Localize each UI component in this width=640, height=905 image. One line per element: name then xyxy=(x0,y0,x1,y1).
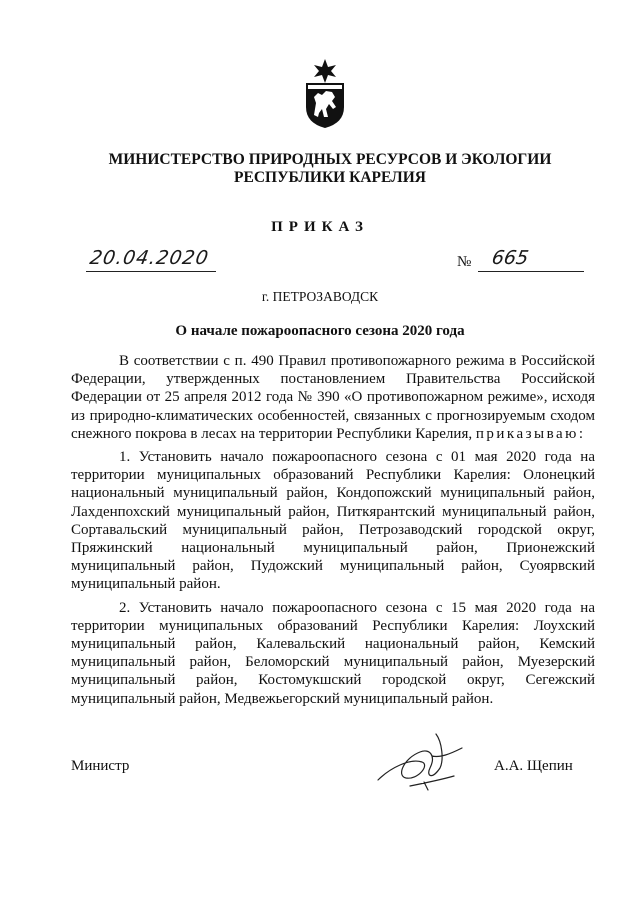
order-number-field xyxy=(478,249,584,272)
order-date: 20.04.2020 xyxy=(88,247,211,269)
order-title: ПРИКАЗ xyxy=(271,219,369,235)
decree-verb: приказываю: xyxy=(475,425,586,442)
order-number-label: № xyxy=(457,254,472,270)
order-body xyxy=(71,352,595,713)
order-city: г. ПЕТРОЗАВОДСК xyxy=(261,289,379,304)
karelia-coat-of-arms-icon xyxy=(302,57,348,129)
order-subject: О начале пожароопасного сезона 2020 года xyxy=(175,323,465,339)
signer-name: А.А. Щепин xyxy=(494,758,573,774)
organization-name: МИНИСТЕРСТВО ПРИРОДНЫХ РЕСУРСОВ И ЭКОЛОГИИ РЕСПУБЛИКИ КАРЕЛИЯ xyxy=(108,151,552,186)
preamble-text: В соответствии с п. 490 Правил противопожарного режима в Российской Федерации, утвержденных постановлением Правительства Российской Федерации от 25 апреля 2012 года № 390 «О противопожарном режиме», исходя из природно-климатических особенностей, связанных с прогнозируемым сходом снежного покрова в лесах на территории Республики Карелия, xyxy=(71,353,595,442)
order-item-2: 2. Установить начало пожароопасного сезона с 15 мая 2020 года на территории муниципальных образований Республики Карелия: Лоухский муниципальный район, Калевальский национальный район, Кемский муниципальный район, Беломорский муниципальный район, Муезерский муниципальный район, Костомукшский городской округ, Сегежский муниципальный район, Медвежьегорский муниципальный район. xyxy=(71,599,595,707)
order-number: 665 xyxy=(490,247,531,269)
signer-role: Министр xyxy=(71,758,130,774)
preamble-paragraph xyxy=(71,352,595,443)
order-item-1: 1. Установить начало пожароопасного сезона с 01 мая 2020 года на территории муниципальных образований Республики Карелия: Олонецкий национальный муниципальный район, Кондопожский муниципальный район, Лахденпохский муниципальный район, Питкярантский муниципальный район, Сортавальский муниципальный район, Петрозаводский городской округ, Пряжинский национальный муниципальный район, Прионежский муниципальный район, Пудожский муниципальный район, Суоярвский муниципальный район. xyxy=(71,449,595,593)
order-date-field xyxy=(86,249,216,272)
handwritten-signature-icon xyxy=(370,728,470,798)
